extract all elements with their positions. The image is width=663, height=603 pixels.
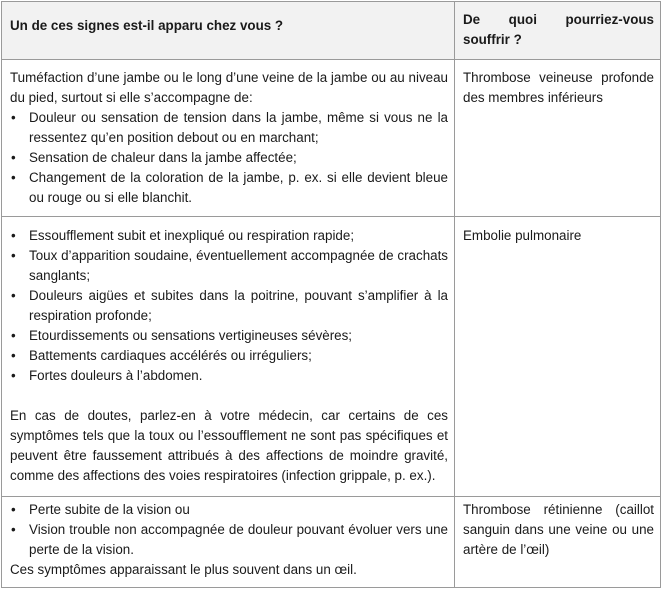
table-row bbox=[2, 60, 661, 217]
header-signs: Un de ces signes est-il apparu chez vous ? bbox=[2, 2, 455, 60]
signs-list bbox=[10, 108, 448, 208]
signs-intro: Tuméfaction d’une jambe ou le long d’une veine de la jambe ou au niveau du pied, surtout si elle s’accompagne de: bbox=[10, 70, 448, 105]
header-condition: De quoi pourriez-vous souffrir ? bbox=[455, 2, 661, 60]
table-row bbox=[2, 497, 661, 588]
list-item: • Toux d’apparition soudaine, éventuellement accompagnée de crachats sanglants; bbox=[10, 246, 448, 286]
list-item: • Sensation de chaleur dans la jambe affectée; bbox=[10, 148, 448, 168]
list-item: • Etourdissements ou sensations vertigineuses sévères; bbox=[10, 326, 448, 346]
condition-cell: Thrombose veineuse profonde des membres inférieurs bbox=[455, 60, 661, 217]
list-item: • Douleurs aigües et subites dans la poitrine, pouvant s’amplifier à la respiration profonde; bbox=[10, 286, 448, 326]
signs-note: En cas de doutes, parlez-en à votre médecin, car certains de ces symptômes tels que la toux ou l’essoufflement ne sont pas spécifiques et peuvent être faussement attribués à des affections de moindre gravité, comme des affections des voies respiratoires (infection grippale, p. ex.). bbox=[10, 408, 448, 483]
table-header-row bbox=[2, 2, 661, 60]
symptoms-table bbox=[1, 1, 661, 588]
signs-note: Ces symptômes apparaissant le plus souvent dans un œil. bbox=[10, 562, 357, 577]
signs-cell bbox=[2, 217, 455, 497]
signs-list bbox=[10, 226, 448, 386]
list-item: • Douleur ou sensation de tension dans la jambe, même si vous ne la ressentez qu’en position debout ou en marchant; bbox=[10, 108, 448, 148]
signs-cell bbox=[2, 60, 455, 217]
list-item: • Essoufflement subit et inexpliqué ou respiration rapide; bbox=[10, 226, 448, 246]
signs-cell bbox=[2, 497, 455, 588]
signs-list bbox=[10, 500, 448, 560]
list-item: • Fortes douleurs à l’abdomen. bbox=[10, 366, 448, 386]
list-item: • Battements cardiaques accélérés ou irréguliers; bbox=[10, 346, 448, 366]
list-item: • Vision trouble non accompagnée de douleur pouvant évoluer vers une perte de la vision. bbox=[10, 520, 448, 560]
list-item: • Perte subite de la vision ou bbox=[10, 500, 448, 520]
condition-cell: Thrombose rétinienne (caillot sanguin dans une veine ou une artère de l’œil) bbox=[455, 497, 661, 588]
table-row bbox=[2, 217, 661, 497]
list-item: • Changement de la coloration de la jambe, p. ex. si elle devient bleue ou rouge ou si elle blanchit. bbox=[10, 168, 448, 208]
condition-cell: Embolie pulmonaire bbox=[455, 217, 661, 497]
